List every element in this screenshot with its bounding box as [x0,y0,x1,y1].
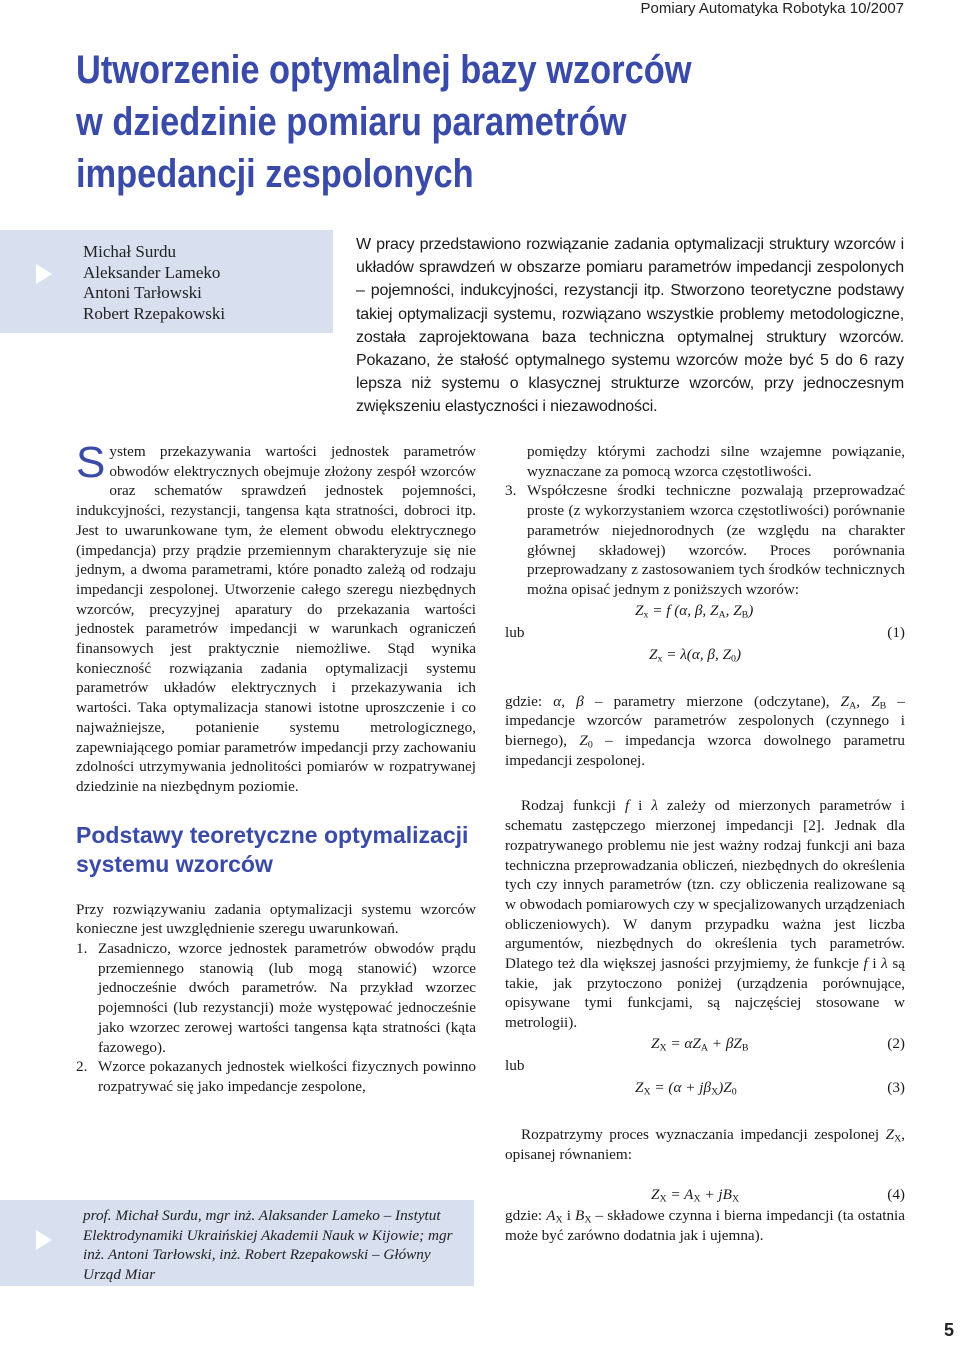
equation-expression: $Z_x = \lambda(\alpha$, β, $Z_0$) [649,645,742,665]
body-paragraph: Rodzaj funkcji f i λ zależy od mierzonych parametrów i schematu zastępczego mierzonej impedancji [2]. Jednak dla rozpatrywanego problemu nie jest ważny rodzaj funkcji ani baza techniczna przeprowadzania obliczeń, niezbędnych do określenia tych czy innych parametrów (tzn. czy obliczenia realizowane są w obwodach pomiarowych czy w specjalizowanych urządzeniach obliczeniowych). W danym przypadku ważna jest liczba argumentów, niezbędnych do określenia tych parametrów. Dlatego też dla większej jasności przyjmiemy, że funkcje f i λ są takie, jak przytoczono poniżej (urządzenia porównujące, opisywane tymi funkcjami, są najczęściej stosowane w metrologii). [505,797,906,1032]
para-text: , opisanej równaniem: [505,1125,906,1163]
where-text: składowe czynna i bierna impedancji (ta ostatnia może być zarówno dodatnia jak i ujemna). [505,1207,906,1244]
where-paragraph: gdzie: α, β – parametry mierzone (odczytane), $Z_A$, $Z_B$ – impedancje wzorców parametrów zespolonych (czynnego i biernego), $Z_0$ – impedancja wzorca dowolnego parametru impedancji zespolonej. [505,692,906,769]
equation-number: (2) [887,1034,905,1052]
symbol: λ [881,955,888,973]
title-line-1: Utworzenie optymalnej bazy wzorców [76,48,692,92]
equation-number: (3) [887,1078,905,1096]
equation-3 [505,1077,905,1099]
left-column [76,438,476,1097]
lub-label: lub [505,1056,525,1074]
para-text: Rodzaj funkcji [521,797,616,815]
author-name: Robert Rzepakowski [83,303,226,323]
list-item-2 [76,1057,476,1096]
arrow-icon [36,264,52,284]
author-name: Aleksander Lameko [83,262,221,282]
list-number: 2. [76,1058,88,1076]
journal-header: Pomiary Automatyka Robotyka 10/2007 [640,0,904,17]
intro-paragraph [76,438,476,797]
where-text: – impedancja wzorca dowolnego parametru impedancji zespolonej. [505,732,906,769]
list-number: 1. [76,940,88,958]
where-label: gdzie: [505,692,543,710]
equation-lub-2 [505,1055,905,1077]
symbol: α, β [553,692,584,710]
page-number: 5 [943,1320,954,1340]
author-list [83,242,225,324]
drop-cap: S [76,438,106,487]
where-paragraph-4: gdzie: $A_X$ i $B_X$ – składowe czynna i bierna impedancji (ta ostatnia może być zarówno dodatnia jak i ujemna). [505,1207,906,1244]
symbol: f [624,797,630,815]
equation-expression: $Z_x = f$ (α, β, $Z_A$, $Z_B$) [635,601,754,621]
list-text: Zasadniczo, wzorce jednostek parametrów obwodów prądu przemiennego stanowią (lub mogą stanowić) wzorce jednocześnie dwóch parametrów. Na przykład wzorzec pojemności (lub rezystancji) może występować jednocześnie jako wzorzec zerowej wartości tangensa kąta stratności (kąta fazowego). [98,940,476,1056]
body-paragraph [505,1125,905,1164]
author-name: Michał Surdu [83,242,177,261]
symbol: $Z_A$, $Z_B$ [840,692,887,712]
author-affiliation: prof. Michał Surdu, mgr inż. Alaksander Lameko – Instytut Elektrodynamiki Ukraińskiej Akademii Nauk w Kijowie; mgr inż. Antoni Tarłowski, inż. Robert Rzepakowski – Główny Urząd Miar [83,1207,453,1283]
arrow-icon [36,1230,52,1250]
equation-4 [505,1184,905,1206]
title-line-2: w dziedzinie pomiaru parametrów [76,100,627,144]
title-line-3: impedancji zespolonych [76,152,474,196]
symbol: $B_X$ [575,1207,592,1226]
list-number: 3. [505,482,517,500]
list-text: Współczesne środki techniczne pozwalają przeprowadzać proste (z wykorzystaniem wzorca częstotliwości) porównanie parametrów niejednorodnych (ze względu na charakter głównej składowej) wzorców. Proces porównania przeprowadzany z zastosowaniem tych środków technicznych można opisać jednym z poniższych wzorów: [527,482,905,598]
author-name: Antoni Tarłowski [83,283,202,302]
list-item-2-continued: pomiędzy którymi zachodzi silne wzajemne powiązanie, wyznaczane za pomocą wzorca częstotliwości. [527,443,905,480]
symbol: $A_X$ [546,1207,563,1226]
symbol: $Z_0$ [579,732,593,751]
equation-expression: $Z_X = (\alpha + j\beta_X)Z_0$ [635,1078,737,1098]
equation-expression: $Z_X = A_X + jB_X$ [651,1186,740,1205]
para-text: zależy od mierzonych parametrów i schematu zastępczego mierzonej impedancji [2]. Jednak dla rozpatrywanego problemu nie jest ważny rodzaj funkcji ani baza techniczna przeprowadzania obliczeń, niezbędnych do określenia tych czy innych parametrów (tzn. czy obliczenia realizowane są w obwodach pomiarowych czy w specjalizowanych urządzeniach obliczeniowych). W danym przypadku ważna jest liczba argumentów, niezbędnych do określenia tych parametrów. Dlatego też dla większej jasności przyjmiemy, że funkcje [505,797,906,973]
para-text: są takie, jak przytoczono poniżej (urządzenia porównujące, opisywane tymi funkcjami, są najczęściej stosowane w metrologii). [505,955,905,1032]
list-item-3 [505,481,905,599]
equation-1b [505,644,905,666]
where-text: – parametry mierzone (odczytane), [594,692,830,710]
equation-number: (1) [887,623,905,641]
equation-2 [505,1033,905,1055]
symbol: f [863,955,868,973]
intro-text: ystem przekazywania wartości jednostek parametrów obwodów elektrycznych obejmuje złożony zespół wzorców oraz schematów sprawdzeń jednostek pojemności, indukcyjności, rezystancji, tangensa kąta stratności, dobroci itp. Jest to uwarunkowane tym, że element obwodu elektrycznego (impedancja) przy prądzie przemiennym charakteryzuje się nie jednym, a dwoma parametrami, które ponadto zależą od rodzaju impedancji zespolonej. Utworzenie całego szeregu niezbędnych wzorców, precyzyjnej aparatury do przekazania wartości jednostek parametrów impedancji w warunkach ograniczeń finansowych jest praktycznie niemożliwe. Stąd wynika konieczność rozwiązania zadania optymalizacji systemu parametrów układów elektrycznych i przekazywania ich wartości. Taka optymalizacja stanowi istotne uproszczenie i co najważniejsze, potanienie systemu metrologicznego, zapewniającego pomiar parametrów impedancji przy zachowaniu zdolności utrzymywania jednolitości pomiarów w rozpatrywanej dziedzinie na niezbędnym poziomie. [76,443,476,795]
symbol: $Z_X$ [885,1125,902,1145]
right-column [505,442,905,1246]
list-item-1 [76,939,476,1057]
symbol: λ [651,797,658,815]
where-text: impedancje wzorców parametrów zespolonych (czynnego i biernego), [505,712,905,750]
para-text: i [638,797,643,815]
abstract: W pracy przedstawiono rozwiązanie zadania optymalizacji struktury wzorców i układów sprawdzeń w obszarze pomiaru parametrów impedancji zespolonych – pojemności, indukcyjności, rezystancji itp. Stworzono teoretyczne podstawy takiej optymalizacji systemu, rozwiązano wszystkie problemy metodologiczne, została zaprojektowana baza techniczna optymalnej struktury wzorców. Pokazano, że stałość optymalnego systemu wzorców może być 5 do 6 razy lepsza niż systemu o klasycznej strukturze wzorców, przy jednoczesnym zwiększeniu elastyczności i niezawodności. [356,236,904,416]
equation-lub [505,622,905,644]
para-text: Rozpatrzymy proces wyznaczania impedancji zespolonej [521,1125,880,1143]
equation-1a [505,600,905,622]
section-heading: Podstawy teoretyczne optymalizacji systemu wzorców [76,821,469,877]
article-title [76,44,747,200]
equation-expression: $Z_X = \alpha Z_A + \beta Z_B$ [651,1034,749,1054]
list-text: Wzorce pokazanych jednostek wielkości fizycznych powinno rozpatrywać się jako impedancje zespolone, [98,1058,476,1095]
where-label: gdzie: [505,1207,543,1225]
equation-number: (4) [887,1186,905,1204]
lub-label: lub [505,623,525,641]
section-intro: Przy rozwiązywaniu zadania optymalizacji systemu wzorców konieczne jest uwzględnienie szeregu uwarunkowań. [76,900,476,938]
